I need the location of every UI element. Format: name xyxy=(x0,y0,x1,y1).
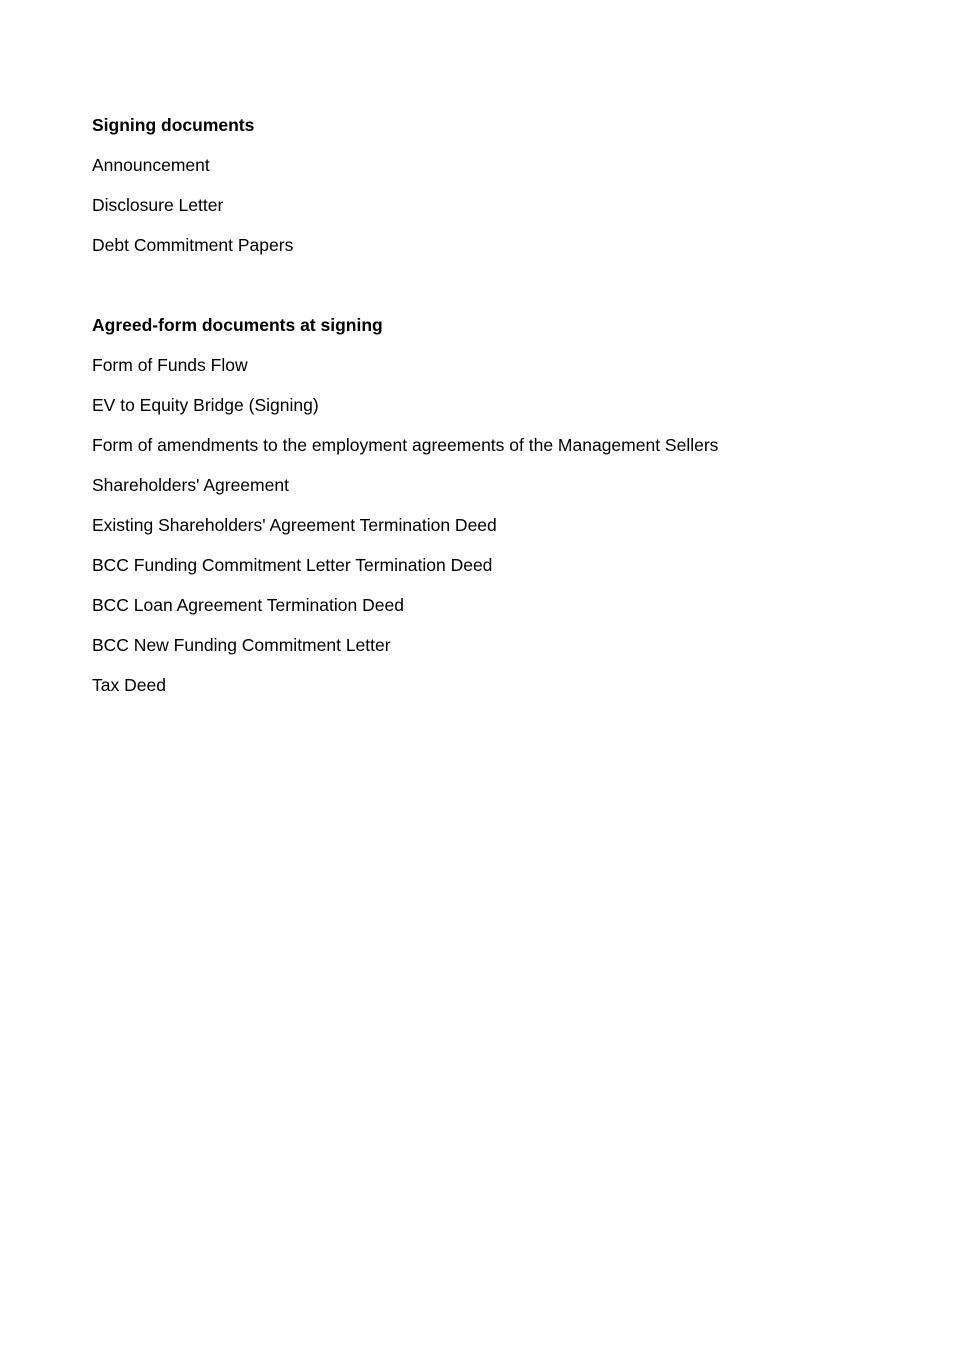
list-item: EV to Equity Bridge (Signing) xyxy=(92,395,319,415)
list-item: Announcement xyxy=(92,155,210,175)
list-item: Existing Shareholders' Agreement Termination Deed xyxy=(92,515,497,535)
section-heading: Signing documents xyxy=(92,115,255,135)
list-item: BCC Loan Agreement Termination Deed xyxy=(92,595,404,615)
list-item: Disclosure Letter xyxy=(92,195,224,215)
section-heading: Agreed-form documents at signing xyxy=(92,315,383,335)
agreed-form-documents-section xyxy=(92,314,912,696)
signing-documents-section xyxy=(92,114,912,256)
list-item: Shareholders' Agreement xyxy=(92,475,289,495)
list-item: BCC Funding Commitment Letter Termination Deed xyxy=(92,555,493,575)
document-list xyxy=(92,354,912,696)
list-item: Form of Funds Flow xyxy=(92,355,248,375)
list-item: Tax Deed xyxy=(92,675,166,695)
list-item: Debt Commitment Papers xyxy=(92,235,294,255)
list-item: BCC New Funding Commitment Letter xyxy=(92,635,391,655)
list-item: Form of amendments to the employment agreements of the Management Sellers xyxy=(92,435,719,455)
document-list xyxy=(92,154,912,256)
